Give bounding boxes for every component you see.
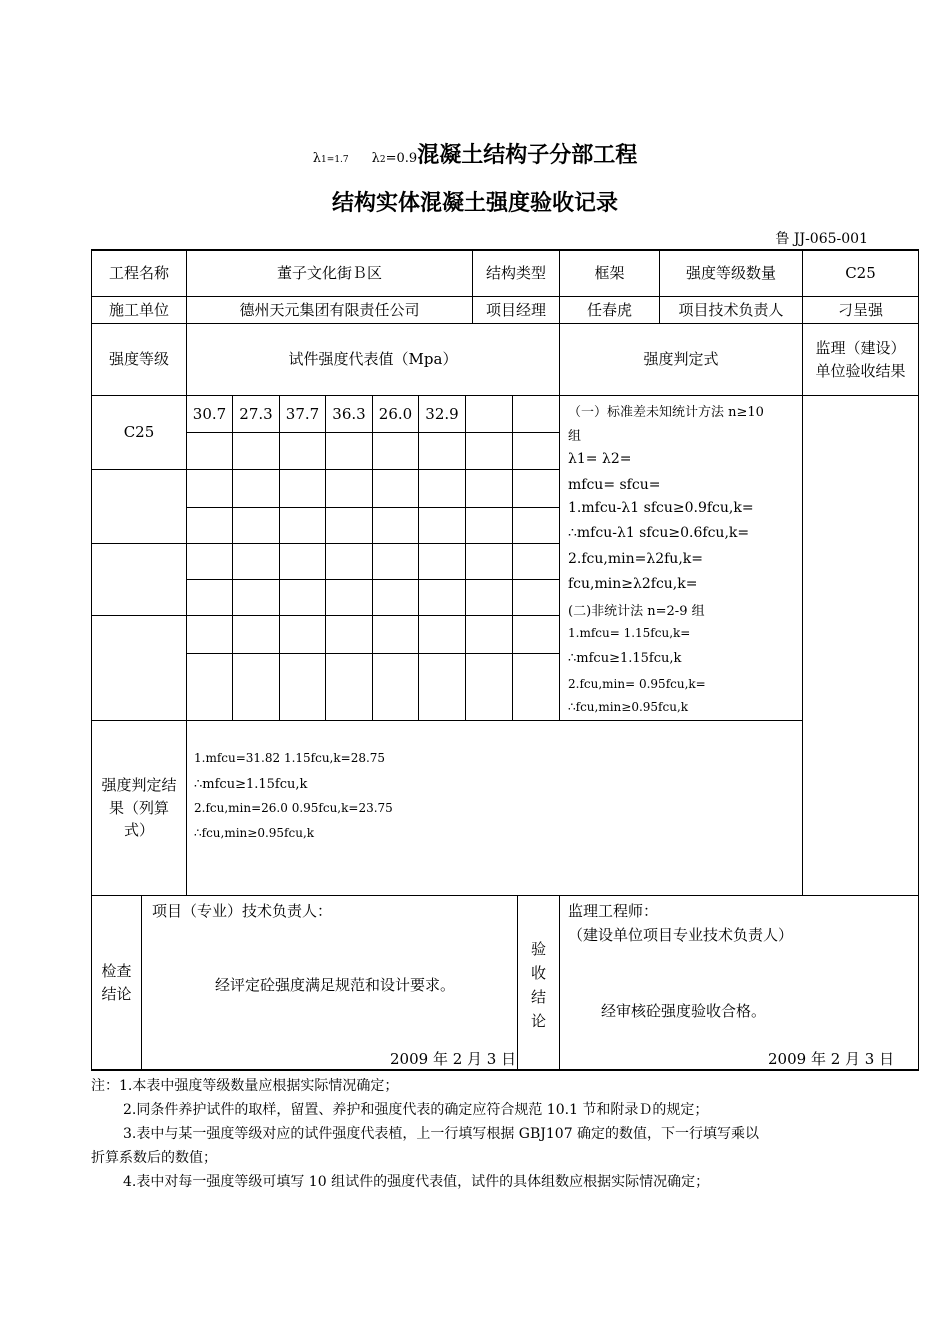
formula-line-8: (二)非统计法 n=2-9 组 [568,604,705,619]
formula-line-9: 1.mfcu= 1.15fcu,k= [568,626,691,640]
formula-line-5: ∴mfcu-λ1 sfcu≥0.6fcu,k= [568,525,750,541]
manager: 任春虎 [586,300,632,319]
note-4: 4.表中对每一强度等级可填写 10 组试件的强度代表值，试件的具体组数应根据实际情况确定； [123,1174,710,1190]
tech-responsible-label: 项目（专业）技术负责人： [152,902,333,920]
supervisor-label: 监理工程师： [568,902,659,920]
grade-value: C25 [123,423,155,442]
conclusion-statement: 经评定砼强度满足规范和设计要求。 [215,976,456,994]
formula-line-11: 2.fcu,min= 0.95fcu,k= [568,677,706,691]
structure-type-label: 结构类型 [485,264,546,283]
structure-type: 框架 [594,264,625,283]
value-cell-1: 30.7 [192,404,227,423]
result-line-3: 2.fcu,min=26.0 0.95fcu,k=23.75 [194,801,393,815]
grade-count: C25 [845,264,876,283]
lambda1: λ1=1.7 [312,151,349,166]
col-supervision: 监理（建设）单位验收结果 [815,339,906,380]
doc-code: 鲁 JJ-065-001 [775,231,868,247]
value-cell-7 [466,396,512,432]
formula-line-1: （一）标准差未知统计方法 n≥10 [568,405,764,420]
result-label: 强度判定结果（列算式） [101,776,177,840]
result-line-4: ∴fcu,min≥0.95fcu,k [194,826,315,840]
conclusion-label: 检查结论 [101,962,132,1003]
note-3b: 折算系数后的数值； [91,1150,217,1166]
formula-line-7: fcu,min≥λ2fcu,k= [568,576,698,592]
value-cell-4: 36.3 [332,404,366,423]
note-3a: 3.表中与某一强度等级对应的试件强度代表植，上一行填写根据 GBJ107 确定的数值，下一行填写乘以 [123,1126,760,1142]
tech-lead: 刁呈强 [837,300,883,319]
value-cell-6: 32.9 [425,404,459,423]
tech-lead-label: 项目技术负责人 [678,300,784,319]
col-judge: 强度判定式 [643,350,719,369]
result-line-1: 1.mfcu=31.82 1.15fcu,k=28.75 [194,751,386,765]
note-2: 2.同条件养护试件的取样，留置、养护和强度代表的确定应符合规范 10.1 节和附录Ｄ的规定； [123,1102,709,1118]
value-cell-5: 26.0 [378,404,413,423]
date-right: 2009 年 2 月 3 日 [768,1050,895,1068]
contractor: 德州天元集团有限责任公司 [239,300,420,319]
col-values: 试件强度代表值（Mpa） [288,350,458,369]
formula-line-6: 2.fcu,min=λ2fu,k= [568,551,703,567]
formula-line-4: 1.mfcu-λ1 sfcu≥0.9fcu,k= [568,500,754,516]
manager-label: 项目经理 [485,300,546,319]
formula-line-2: λ1= λ2= [568,451,632,467]
formula-line-10: ∴mfcu≥1.15fcu,k [568,651,682,666]
value-cell-3: 37.7 [285,404,320,423]
note-1: 注：1.本表中强度等级数量应根据实际情况确定； [91,1078,399,1094]
project-name: 董子文化街Ｂ区 [276,264,382,283]
contractor-label: 施工单位 [108,300,169,319]
supervisor-sub: （建设单位项目专业技术负责人） [568,926,794,944]
date-left: 2009 年 2 月 3 日 [390,1050,517,1068]
page-subtitle: 结构实体混凝土强度验收记录 [331,191,618,216]
col-grade: 强度等级 [108,350,169,369]
acceptance-statement: 经审核砼强度验收合格。 [601,1002,767,1020]
page-title [0,138,950,169]
result-line-2: ∴mfcu≥1.15fcu,k [194,777,308,792]
formula-line-3: mfcu= sfcu= [568,477,661,493]
grade-count-label: 强度等级数量 [685,264,776,283]
lambda2: λ2=0.9 [371,151,418,166]
formula-line-1b: 组 [568,429,582,444]
project-name-label: 工程名称 [108,264,169,283]
value-cell-2: 27.3 [239,404,273,423]
notes [91,1074,921,1194]
acceptance-label: 验收结论 [530,940,546,1030]
title-main: 混凝土结构子分部工程 [417,143,638,168]
formula-line-12: ∴fcu,min≥0.95fcu,k [568,700,689,714]
value-cell-8 [513,396,559,432]
